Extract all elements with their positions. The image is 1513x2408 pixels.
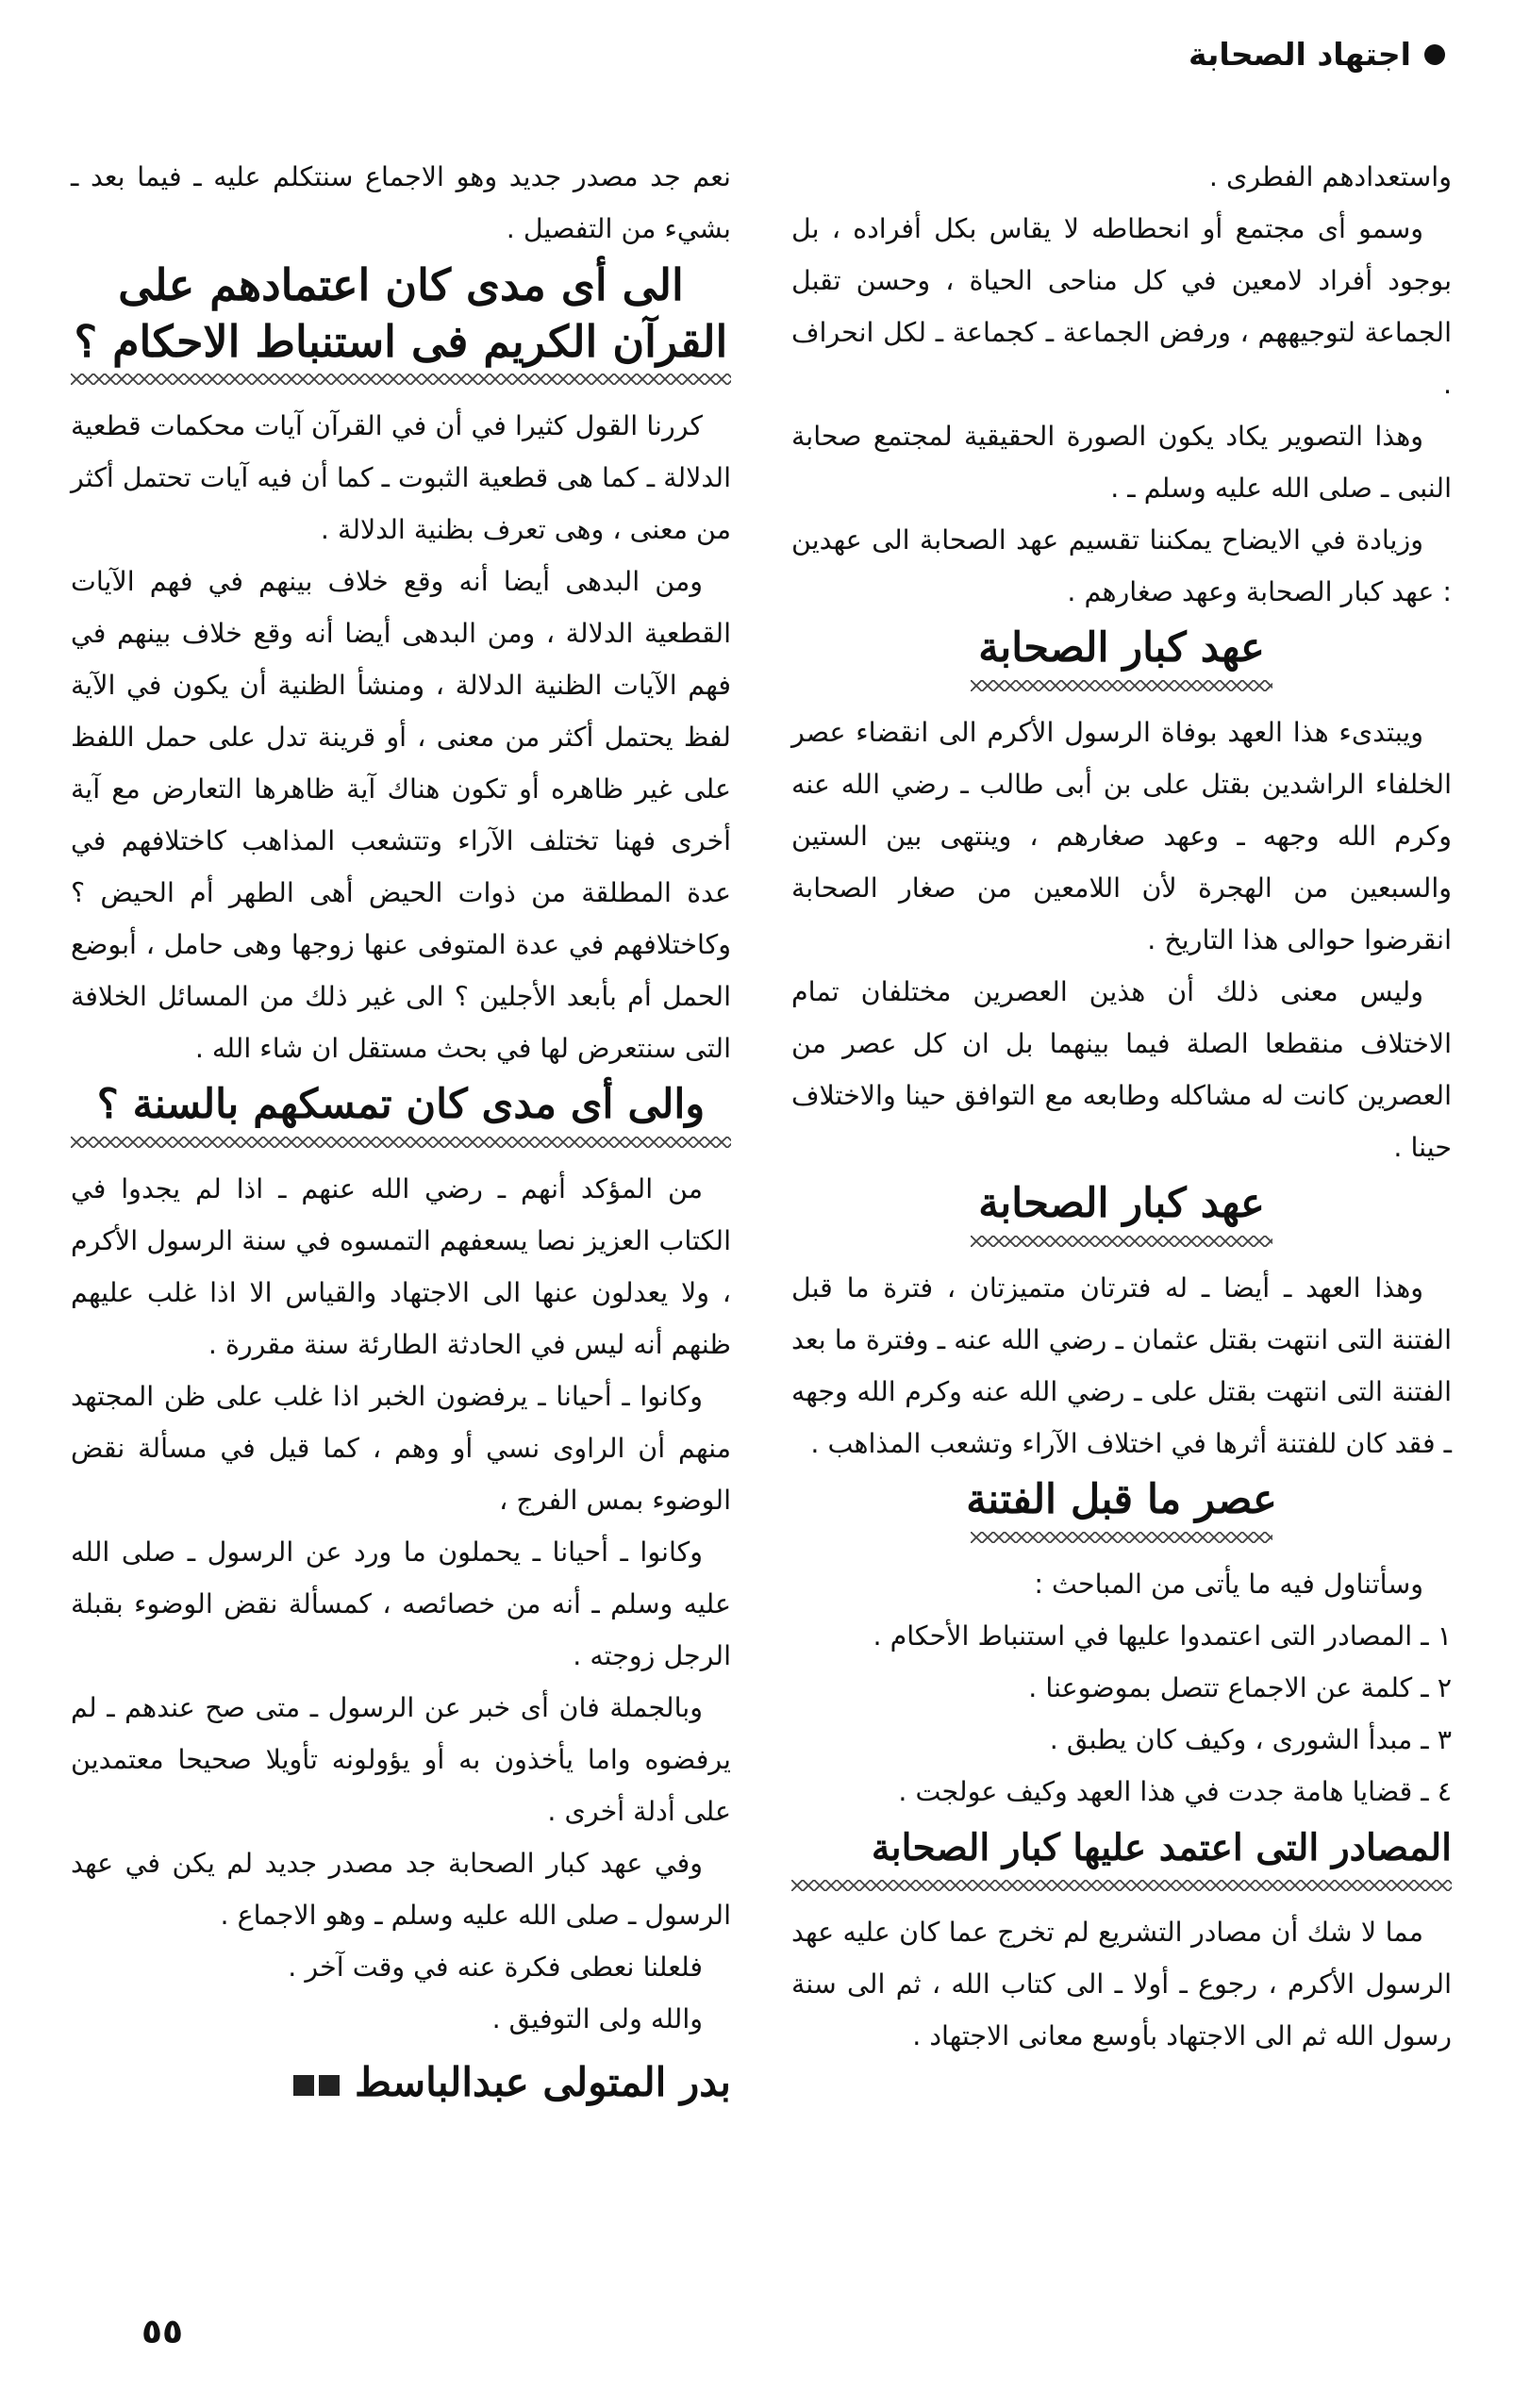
paragraph: وليس معنى ذلك أن هذين العصرين مختلفان تمام الاختلاف منقطعا الصلة فيما بينهما بل ان كل عصر من العصرين كانت له مشاكله وطابعه مع التوافق حينا والاختلاف حينا . <box>791 976 1452 1163</box>
heading-underline <box>971 680 1272 691</box>
heading-underline <box>971 1532 1272 1543</box>
page-number: ٥٥ <box>141 2313 183 2351</box>
paragraph: والله ولى التوفيق . <box>491 2003 703 2034</box>
paragraph: وهذا العهد ـ أيضا ـ له فترتان متميزتان ، فترة ما قبل الفتنة التى انتهت بقتل عثمان ـ رضي الله عنه ـ وفترة ما بعد الفتنة التى انتهت بقتل على ـ رضي الله عنه وكرم الله وجهه ـ فقد كان للفتنة أثرها في اختلاف الآراء وتشعب المذاهب . <box>791 1272 1452 1459</box>
right-column <box>791 151 1452 2062</box>
bullet-icon <box>1424 44 1445 65</box>
running-header <box>1189 36 1445 73</box>
section-heading: والى أى مدى كان تمسكهم بالسنة ؟ <box>96 1081 706 1128</box>
paragraph: وكانوا ـ أحيانا ـ يرفضون الخبر اذا غلب على ظن المجتهد منهم أن الراوى نسي أو وهم ، كما قيل في مسألة نقض الوضوء بمس الفرج ، <box>71 1381 731 1516</box>
paragraph: مما لا شك أن مصادر التشريع لم تخرج عما كان عليه عهد الرسول الأكرم ، رجوع ـ أولا ـ الى كتاب الله ، ثم الى سنة رسول الله ثم الى الاجتهاد بأوسع معانى الاجتهاد . <box>791 1917 1452 2051</box>
section-heading: عهد كبار الصحابة <box>978 624 1265 672</box>
list-item: ٢ ـ كلمة عن الاجماع تتصل بموضوعنا . <box>1028 1672 1452 1703</box>
heading-underline <box>71 1137 731 1148</box>
paragraph: وسأتناول فيه ما يأتى من المباحث : <box>1034 1569 1423 1600</box>
paragraph: وكانوا ـ أحيانا ـ يحملون ما ورد عن الرسول ـ صلى الله عليه وسلم ـ أنه من خصائصه ، كمسألة نقض الوضوء بقبلة الرجل زوجته . <box>71 1536 731 1671</box>
list-item: ١ ـ المصادر التى اعتمدوا عليها في استنباط الأحكام . <box>873 1620 1452 1652</box>
section-heading: الى أى مدى كان اعتمادهم على القرآن الكريم فى استنباط الاحكام ؟ <box>74 259 728 367</box>
paragraph: نعم جد مصدر جديد وهو الاجماع سنتكلم عليه ـ فيما بعد ـ بشيء من التفصيل . <box>71 161 731 244</box>
author-signature <box>71 2054 731 2111</box>
paragraph: فلعلنا نعطى فكرة عنه في وقت آخر . <box>288 1951 703 1983</box>
paragraph: من المؤكد أنهم ـ رضي الله عنهم ـ اذا لم يجدوا في الكتاب العزيز نصا يسعفهم التمسوه في سنة الرسول الأكرم ، ولا يعدلون عنها الى الاجتهاد والقياس الا اذا غلب عليهم ظنهم أنه ليس في الحادثة الطارئة سنة مقررة . <box>71 1173 731 1360</box>
paragraph: ومن البدهى أيضا أنه وقع خلاف بينهم في فهم الآيات القطعية الدلالة ، ومن البدهى أيضا أنه وقع خلاف بينهم في فهم الآيات الظنية الدلالة ، ومنشأ الظنية أن يكون في الآية لفظ يحتمل أكثر من معنى ، أو قرينة تدل على حمل اللفظ على غير ظاهره أو تكون هناك آية ظاهرها التعارض مع آية أخرى فهنا تختلف الآراء وتتشعب المذاهب كاختلافهم في عدة المطلقة من ذوات الحيض أهى الطهر أم الحيض ؟ وكاختلافهم في عدة المتوفى عنها زوجها وهى حامل ، أبوضع الحمل أم بأبعد الأجلين ؟ الى غير ذلك من المسائل الخلافة التى سنتعرض لها في بحث مستقل ان شاء الله . <box>71 566 731 1064</box>
left-column <box>71 151 731 2111</box>
paragraph: واستعدادهم الفطرى . <box>1208 161 1452 192</box>
heading-underline <box>791 1880 1452 1891</box>
list-item: ٤ ـ قضايا هامة جدت في هذا العهد وكيف عولجت . <box>898 1776 1452 1807</box>
paragraph: ويبتدىء هذا العهد بوفاة الرسول الأكرم الى انقضاء عصر الخلفاء الراشدين بقتل على بن أبى طالب ـ رضي الله عنه وكرم الله وجهه ـ وعهد صغارهم ، وينتهى بين الستين والسبعين من الهجرة لأن اللامعين من صغار الصحابة انقرضوا حوالى هذا التاريخ . <box>791 717 1452 955</box>
header-title: اجتهاد الصحابة <box>1189 36 1411 73</box>
section-heading: عصر ما قبل الفتنة <box>966 1476 1277 1523</box>
paragraph: وسمو أى مجتمع أو انحطاطه لا يقاس بكل أفراده ، بل بوجود أفراد لامعين في كل مناحى الحياة ، وحسن تقبل الجماعة لتوجيههم ، ورفض الجماعة ـ كجماعة ـ لكل انحراف . <box>791 213 1452 400</box>
paragraph: وهذا التصوير يكاد يكون الصورة الحقيقية لمجتمع صحابة النبى ـ صلى الله عليه وسلم ـ . <box>791 421 1452 504</box>
heading-underline <box>71 374 731 385</box>
list-item: ٣ ـ مبدأ الشورى ، وكيف كان يطبق . <box>1049 1724 1452 1755</box>
section-heading: المصادر التى اعتمد عليها كبار الصحابة <box>871 1826 1452 1869</box>
paragraph: وبالجملة فان أى خبر عن الرسول ـ متى صح عندهم ـ لم يرفضوه واما يأخذون به أو يؤولونه تأويلا صحيحا معتمدين على أدلة أخرى . <box>71 1692 731 1827</box>
end-mark-icon <box>293 2075 341 2096</box>
paragraph: وزيادة في الايضاح يمكننا تقسيم عهد الصحابة الى عهدين : عهد كبار الصحابة وعهد صغارهم . <box>791 524 1452 607</box>
section-heading: عهد كبار الصحابة <box>978 1180 1265 1227</box>
paragraph: وفي عهد كبار الصحابة جد مصدر جديد لم يكن في عهد الرسول ـ صلى الله عليه وسلم ـ وهو الاجماع . <box>71 1848 731 1931</box>
author-name: بدر المتولى عبدالباسط <box>355 2059 731 2105</box>
paragraph: كررنا القول كثيرا في أن في القرآن آيات محكمات قطعية الدلالة ـ كما هى قطعية الثبوت ـ كما أن فيه آيات تحتمل أكثر من معنى ، وهى تعرف بظنية الدلالة . <box>71 410 731 545</box>
heading-underline <box>971 1236 1272 1247</box>
